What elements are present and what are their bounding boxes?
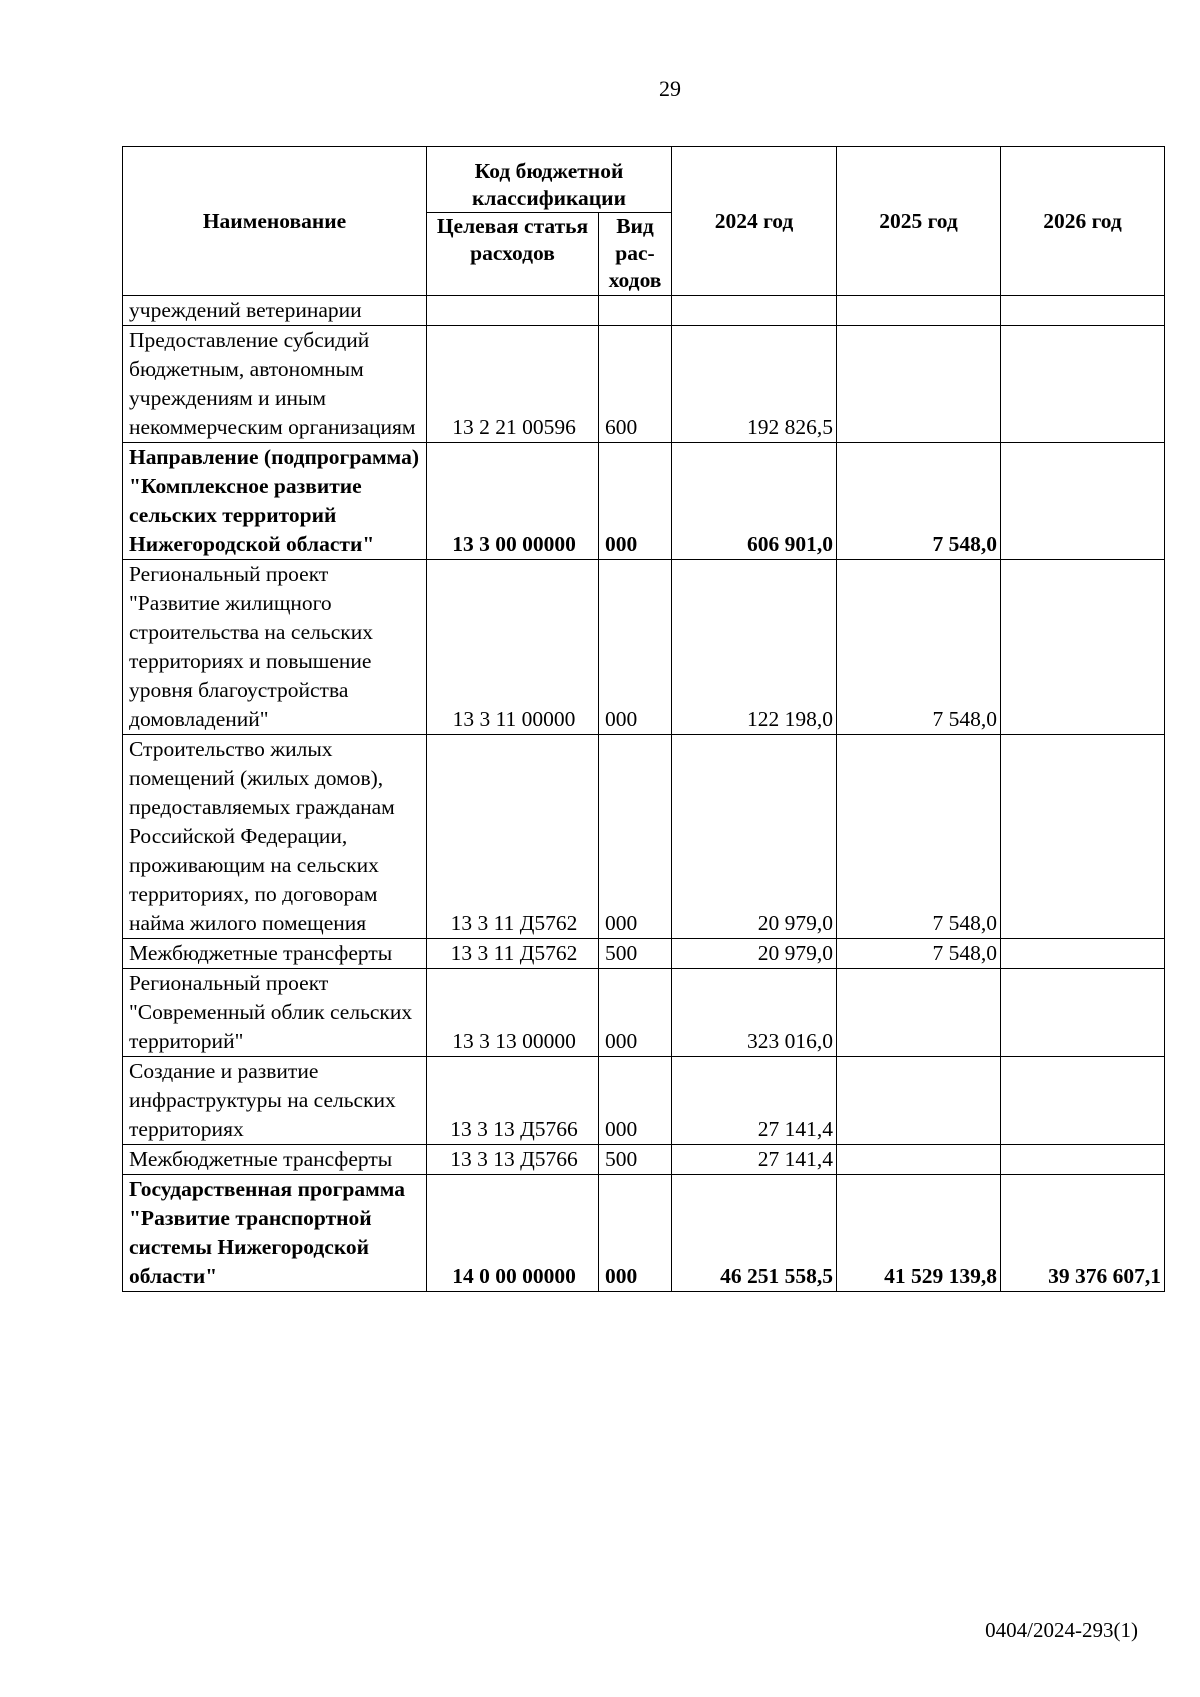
header-name: Наименование bbox=[123, 147, 427, 296]
row-code: 13 2 21 00596 bbox=[427, 326, 599, 443]
row-2025 bbox=[837, 326, 1001, 443]
row-name: Строительство жилых помещений (жилых домов), предоставляемых гражданам Российской Федерации, проживающим на сельских территориях, по договорам найма жилого помещения bbox=[123, 735, 427, 939]
header-2026: 2026 год bbox=[1001, 147, 1165, 296]
row-type: 000 bbox=[599, 735, 672, 939]
table-row bbox=[123, 1175, 1165, 1292]
table-row bbox=[123, 735, 1165, 939]
row-2025: 7 548,0 bbox=[837, 560, 1001, 735]
row-type: 000 bbox=[599, 1057, 672, 1145]
row-2026 bbox=[1001, 735, 1165, 939]
row-2024: 46 251 558,5 bbox=[672, 1175, 837, 1292]
header-2025: 2025 год bbox=[837, 147, 1001, 296]
header-code-group: Код бюджетной классификации bbox=[427, 147, 672, 213]
row-2026: 39 376 607,1 bbox=[1001, 1175, 1165, 1292]
header-expense-type: Вид рас-ходов bbox=[599, 213, 672, 296]
row-2024: 20 979,0 bbox=[672, 735, 837, 939]
table-row bbox=[123, 1057, 1165, 1145]
table-row bbox=[123, 969, 1165, 1057]
budget-table bbox=[122, 146, 1165, 1292]
row-2024: 20 979,0 bbox=[672, 939, 837, 969]
row-type: 500 bbox=[599, 1145, 672, 1175]
row-2025 bbox=[837, 1145, 1001, 1175]
row-code: 13 3 11 Д5762 bbox=[427, 939, 599, 969]
row-code: 13 3 13 00000 bbox=[427, 969, 599, 1057]
row-code: 13 3 13 Д5766 bbox=[427, 1057, 599, 1145]
row-type: 000 bbox=[599, 560, 672, 735]
row-code: 14 0 00 00000 bbox=[427, 1175, 599, 1292]
row-2026 bbox=[1001, 326, 1165, 443]
row-name: Межбюджетные трансферты bbox=[123, 1145, 427, 1175]
row-name: Направление (подпрограмма) "Комплексное развитие сельских территорий Нижегородской области" bbox=[123, 443, 427, 560]
row-2025: 41 529 139,8 bbox=[837, 1175, 1001, 1292]
row-2024: 122 198,0 bbox=[672, 560, 837, 735]
row-code: 13 3 00 00000 bbox=[427, 443, 599, 560]
row-type: 600 bbox=[599, 326, 672, 443]
table-row bbox=[123, 939, 1165, 969]
row-code: 13 3 13 Д5766 bbox=[427, 1145, 599, 1175]
table-row bbox=[123, 443, 1165, 560]
row-code bbox=[427, 296, 599, 326]
row-2025: 7 548,0 bbox=[837, 735, 1001, 939]
row-2025: 7 548,0 bbox=[837, 939, 1001, 969]
row-2025 bbox=[837, 969, 1001, 1057]
page-number: 29 bbox=[659, 76, 681, 101]
row-type bbox=[599, 296, 672, 326]
table-body bbox=[123, 296, 1165, 1292]
row-code: 13 3 11 Д5762 bbox=[427, 735, 599, 939]
row-2026 bbox=[1001, 560, 1165, 735]
row-2026 bbox=[1001, 969, 1165, 1057]
header-target-article: Целевая статья расходов bbox=[427, 213, 599, 296]
document-code: 0404/2024-293(1) bbox=[985, 1618, 1138, 1642]
table-row bbox=[123, 326, 1165, 443]
row-name: Региональный проект "Современный облик сельских территорий" bbox=[123, 969, 427, 1057]
row-2025: 7 548,0 bbox=[837, 443, 1001, 560]
table-row bbox=[123, 1145, 1165, 1175]
row-name: Создание и развитие инфраструктуры на сельских территориях bbox=[123, 1057, 427, 1145]
row-name: учреждений ветеринарии bbox=[123, 296, 427, 326]
row-name: Региональный проект "Развитие жилищного строительства на сельских территориях и повышение уровня благоустройства домовладений" bbox=[123, 560, 427, 735]
row-2024 bbox=[672, 296, 837, 326]
header-2024: 2024 год bbox=[672, 147, 837, 296]
row-name: Межбюджетные трансферты bbox=[123, 939, 427, 969]
row-2024: 27 141,4 bbox=[672, 1145, 837, 1175]
row-type: 500 bbox=[599, 939, 672, 969]
row-2026 bbox=[1001, 443, 1165, 560]
row-type: 000 bbox=[599, 443, 672, 560]
row-2024: 27 141,4 bbox=[672, 1057, 837, 1145]
row-2026 bbox=[1001, 1057, 1165, 1145]
row-type: 000 bbox=[599, 969, 672, 1057]
row-2025 bbox=[837, 296, 1001, 326]
row-2024: 606 901,0 bbox=[672, 443, 837, 560]
row-2025 bbox=[837, 1057, 1001, 1145]
table-row bbox=[123, 560, 1165, 735]
row-code: 13 3 11 00000 bbox=[427, 560, 599, 735]
row-name: Государственная программа "Развитие транспортной системы Нижегородской области" bbox=[123, 1175, 427, 1292]
row-2024: 323 016,0 bbox=[672, 969, 837, 1057]
table-row bbox=[123, 296, 1165, 326]
row-2024: 192 826,5 bbox=[672, 326, 837, 443]
row-name: Предоставление субсидий бюджетным, автономным учреждениям и иным некоммерческим организациям bbox=[123, 326, 427, 443]
row-2026 bbox=[1001, 296, 1165, 326]
row-type: 000 bbox=[599, 1175, 672, 1292]
row-2026 bbox=[1001, 1145, 1165, 1175]
row-2026 bbox=[1001, 939, 1165, 969]
